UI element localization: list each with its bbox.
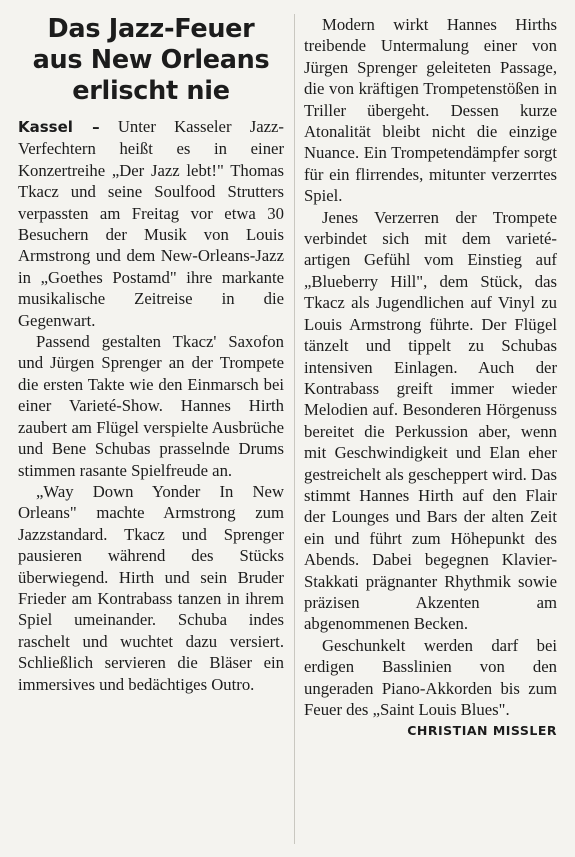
article-column-left bbox=[18, 14, 284, 695]
article-paragraph-6 bbox=[304, 635, 557, 739]
headline-line-1: Das Jazz-Feuer bbox=[47, 14, 255, 44]
article-paragraph-5: Jenes Verzerren der Trompete verbindet sich mit dem varieté-artigen Gefühl vom Einstieg auf „Blueberry Hill", dem Stück, das Tkacz als Jugendlichen auf Vinyl zu Louis Armstrong führte. Der Flügel tänzelt und tippelt zu Schubas intensiven Einlagen. Auch der Kontrabass greift immer wieder Melodien auf. Besonderen Hörgenuss bereitet die Perkussion aber, wenn mit Geschwindigkeit und Elan eher gestreichelt als gescheppert wird. Das stimmt Hannes Hirth auf den Flair der Lounges und Bars der alten Zeit ein und führt zum Höhepunkt des Abends. Dabei begegnen Klavier-Stakkati prägnanter Rhythmik sowie präzisen Akzenten am abgenommenen Becken. bbox=[304, 207, 557, 634]
paragraph-1-text: Unter Kasseler Jazz-Verfechtern heißt es in einer Konzertreihe „Der Jazz lebt!" Thomas Tkacz und seine Soulfood Strutters verpassten am Freitag vor etwa 30 Besuchern der Musik von Louis Armstrong und dem New-Orleans-Jazz in „Goethes Postamd" ihre markante musikalische Zeitreise in die Gegenwart. bbox=[18, 117, 284, 330]
article-column-right bbox=[304, 14, 557, 742]
article-paragraph-1 bbox=[18, 116, 284, 331]
headline-line-2: aus New Orleans bbox=[32, 45, 270, 75]
article-headline bbox=[18, 14, 284, 107]
author-byline: CHRISTIAN MISSLER bbox=[407, 723, 557, 739]
dateline: Kassel – bbox=[18, 118, 100, 136]
paragraph-6-text: Geschunkelt werden darf bei erdigen Basslinien von den ungeraden Piano-Akkorden bis zum Feuer des „Saint Louis Blues". bbox=[304, 635, 557, 719]
article-paragraph-3: „Way Down Yonder In New Orleans" machte Armstrong zum Jazzstandard. Tkacz und Sprenger pausieren während des Stücks überwiegend. Hirth und sein Bruder Frieder am Kontrabass tanzen in ihrem Spiel umeinander. Schuba indes raschelt und wuchtet dazu versiert. Schließlich servieren die Bläser ein immersives und bedächtiges Outro. bbox=[18, 481, 284, 694]
article-paragraph-2: Passend gestalten Tkacz' Saxofon und Jürgen Sprenger an der Trompete die ersten Takte wie den Einmarsch bei einer Varieté-Show. Hannes Hirth zaubert am Flügel verspielte Ausbrüche und Bene Schubas prasselnde Drums stimmen rasante Spielfreude an. bbox=[18, 332, 284, 480]
column-divider bbox=[294, 14, 295, 844]
headline-line-3: erlischt nie bbox=[72, 76, 230, 106]
article-paragraph-4: Modern wirkt Hannes Hirths treibende Untermalung einer von Jürgen Sprenger geleiteten Passage, die von kräftigen Trompetenstößen in Triller übergeht. Dessen kurze Atonalität bleibt nicht die einzige Nuance. Ein Trompetendämpfer sorgt für ein flirrendes, mitunter verzerrtes Spiel. bbox=[304, 15, 557, 206]
